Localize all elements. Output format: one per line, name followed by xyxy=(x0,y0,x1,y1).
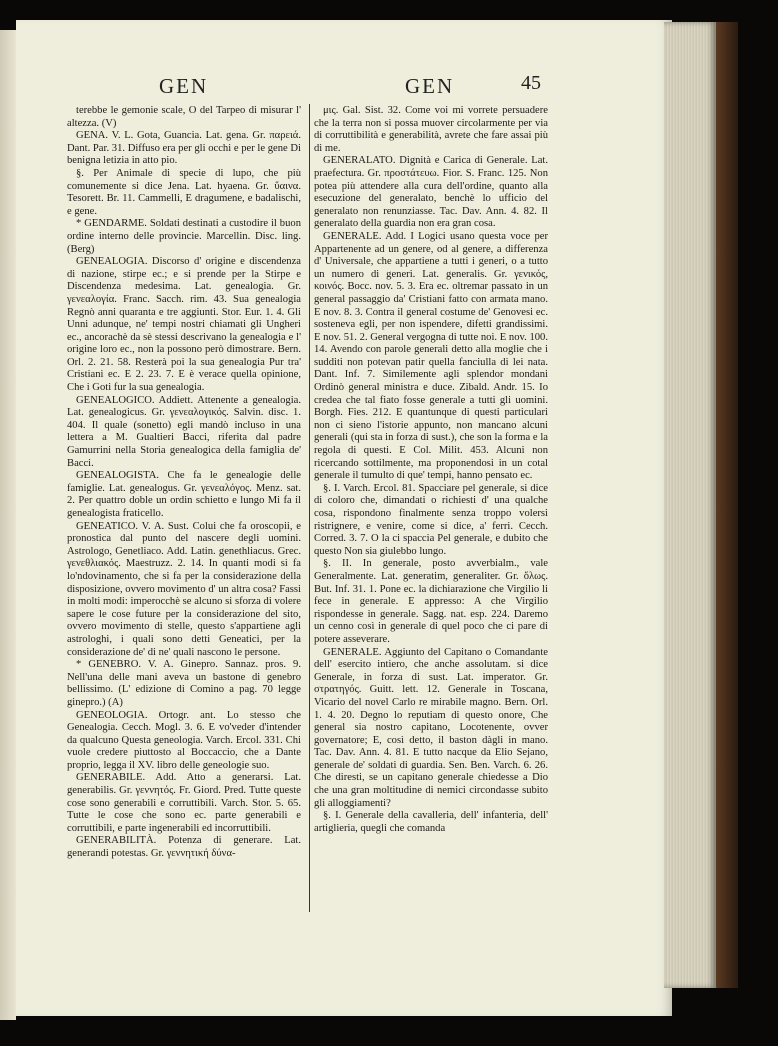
entry: * GENDARME. Soldati destinati a custodire il buon ordine interno delle provincie. Marcellin. Disc. ling. (Berg) xyxy=(67,218,301,255)
entry: §. I. Generale della cavalleria, dell' infanteria, dell' artiglieria, quegli che comanda xyxy=(314,810,548,834)
entry: §. II. In generale, posto avverbialm., vale Generalmente. Lat. generatim, generaliter. Gr. ὅλως. But. Inf. 31. 1. Pone ec. la dichiarazione che Virgilio li fece in generale. E appresso: A che Virgilio rispondesse in generale. Sagg. nat. esp. 224. Daremo un cenno così in generale di quel poco che ci pare di potere asseverare. xyxy=(314,558,548,645)
entry: §. Per Animale di specie di lupo, che più comunemente si dice Jena. Lat. hyaena. Gr. ὕαινα. Tesorett. Br. 11. Cammelli, E dragumene, e badalischi, e gene. xyxy=(67,167,301,217)
entry: terebbe le gemonie scale, O del Tarpeo di misurar l' altezza. (V) xyxy=(67,105,301,129)
entry: GENERALE. Add. I Logici usano questa voce per Appartenente ad un genere, od al genere, a differenza d' Universale, che appartiene a tutti i generi, o a tutto un numero di generi. Lat. generalis. Gr. γενικός, κοινός. Bocc. nov. 5. 3. Era ec. oltremar passato in un general passaggio da' Cristiani fatto con armata mano. E nov. 8. 3. Contra il general costume de' Genovesi ec. sosteneva egli, per non ispendere, difetti grandissimi. E nov. 51. 2. General vergogna di tutte noi. E nov. 100. 14. Avendo con parole generali detto alla moglie che i sudditi non potevan patir quella fanciulla di lei nata. Dant. Inf. 7. Similemente agli splendor mondani Ordinò general ministra e duce. Zibald. Andr. 15. Io credea che tal fiato fosse generale a tutti gli uomini. Borgh. Fies. 212. E quantunque di questi particulari non ci sieno l'istorie appunto, non mancano alcuni generali (qui sta in forza di sust.), che son la forma e la regola di questi. E Col. Milit. 453. Alcuni non ricercando sottilmente, ma proponendosi in un cotal generale il tumulto di que' tempi, hanno pensato ec. xyxy=(314,230,548,482)
page-stack-edges xyxy=(664,22,716,988)
entry: μις. Gal. Sist. 32. Come voi mi vorrete persuadere che la terra non si possa muover circolarmente per via di corruttibilità e generabilità, avrete che fare assai più di me. xyxy=(314,105,548,154)
column-left xyxy=(67,105,301,925)
left-page-edge xyxy=(0,30,16,1020)
entry: GENEATICO. V. A. Sust. Colui che fa oroscopii, e pronostica dal punto del nascere degli uomini. Astrologo, Genetliaco. Add. Latin. genethliacus. Grec. γενεθλιακός. Maestruzz. 2. 14. In quanti modi si fa lo'ndovinamento, che si fa per la considerazione della disposizione, ovvero movimento d' un altra cosa? Fassi in molti modi: imperocchè se alcuno si sforza di volere sapere le cose future per la considerazione del sito, ovvero movimento di stelle, questo s'appartiene agli astrologhi, i quali sono detti Geneatici, per la considerazione de' di ne' quali nascono le persone. xyxy=(67,520,301,658)
headword-right: GEN xyxy=(405,74,455,98)
entry: GENERABILITÀ. Potenza di generare. Lat. generandi potestas. Gr. γεννητική δύνα- xyxy=(67,835,301,860)
entry: GENEALOGIA. Discorso d' origine e discendenza di nazione, stirpe ec.; e si prende per la Stirpe e Discendenza medesima. Lat. genealogia. Gr. γενεαλογία. Franc. Sacch. rim. 43. Sua genealogia Regnò anni quaranta e tre aggiunti. Stor. Eur. 1. 4. Gli Unni adunque, ne' tempi nostri chiamati gli Ungheri ec., ancorachè da sè stessi descrivano la genealogia e l' origine loro ec., non la possono però dimostrare. Bern. Orl. 2. 21. 58. Resterà poi la sua genealogia Pur tra' Cristiani ec. E 2. 23. 7. E è verace quella opinione, Che i Goti fur la sua genealogia. xyxy=(67,256,301,394)
column-right xyxy=(314,105,548,925)
book-cover-edge xyxy=(716,22,738,988)
entry: GENERALE. Aggiunto del Capitano o Comandante dell' esercito intiero, che anche assolutam. si dice Generale, in forza di sust. Lat. imperator. Gr. στρατηγός. Guitt. lett. 12. Generale in Toscana, Vicario del novel Carlo re mirabile magno. Bern. Orl. 1. 4. 20. Degno lo reputiam di questo onore, Che general sia nostro capitano, Locotenente, ovver governatore; E, così detto, il baston dàgli in mano. Tac. Dav. Ann. 4. 81. E tutto nacque da Elio Sejano, generale de' soldati di guardia. Sen. Ben. Varch. 6. 26. Che diresti, se un capitano generale chiedesse a Dio che una gran moltitudine di nemici circondasse subito gli alloggiamenti? xyxy=(314,646,548,809)
page-number: 45 xyxy=(521,72,541,94)
entry: GENEOLOGIA. Ortogr. ant. Lo stesso che Genealogia. Cecch. Mogl. 3. 6. E vo'veder d'intender da qualcuno Questa geneologia. Varch. Ercol. 331. Chi vuole credere piuttosto al Boccaccio, che a Dante proprio, legga il XV. libro delle geneologie suo. xyxy=(67,709,301,771)
entry: GENERABILE. Add. Atto a generarsi. Lat. generabilis. Gr. γεννητός. Fr. Giord. Pred. Tutte queste cose sono generabili e corruttibili. Varch. Stor. 5. 65. Tutte le cose che sono ec. parte generabili e corruttibili, e parte ingenerabili ed incorruttibili. xyxy=(67,772,301,834)
running-header xyxy=(16,74,672,104)
entry: §. I. Varch. Ercol. 81. Spacciare pel generale, si dice di coloro che, dimandati o richiesti d' una qualche cosa, rispondono finalmente senza troppo volersi ristrignere, e venire, come si dice, a' ferri. Cecch. Corred. 3. 7. O la ci spaccia Pel generale, e dubito che questo Non sia giulebbo lungo. xyxy=(314,482,548,557)
entry: GENA. V. L. Gota, Guancia. Lat. gena. Gr. παρειά. Dant. Par. 31. Diffuso era per gli occhi e per le gene Di benigna letizia in atto pio. xyxy=(67,130,301,167)
headword-left: GEN xyxy=(159,74,209,98)
entry: GENEALOGICO. Addiett. Attenente a genealogia. Lat. genealogicus. Gr. γενεαλογικός. Salvin. disc. 1. 404. Il quale (sonetto) egli mandò incluso in una lettera a M. Gualtieri Bacci, riferita dal padre Gamurrini nella Storia genealogica della famiglia de' Bacci. xyxy=(67,394,301,469)
entry: GENERALATO. Dignità e Carica di Generale. Lat. praefectura. Gr. προστάτευω. Fior. S. Franc. 125. Non potea più attendere alla cura dell'ordine, quanto alla esecuzione del generalato, benchè lo ufficio del generalato non renunziasse. Tac. Dav. Ann. 4. 82. Il generalato della guardia non era gran cosa. xyxy=(314,155,548,230)
entry: GENEALOGISTA. Che fa le genealogie delle famiglie. Lat. genealogus. Gr. γενεαλόγος. Menz. sat. 2. Per quattro doble un ordin schietto e lungo Mi fa il genealogista fraticello. xyxy=(67,470,301,519)
column-divider xyxy=(309,104,310,912)
entry: * GENEBRO. V. A. Ginepro. Sannaz. pros. 9. Nell'una delle mani aveva un bastone di genebro bellissimo. (L' edizione di Comino a pag. 70 legge ginepro.) (A) xyxy=(67,659,301,708)
